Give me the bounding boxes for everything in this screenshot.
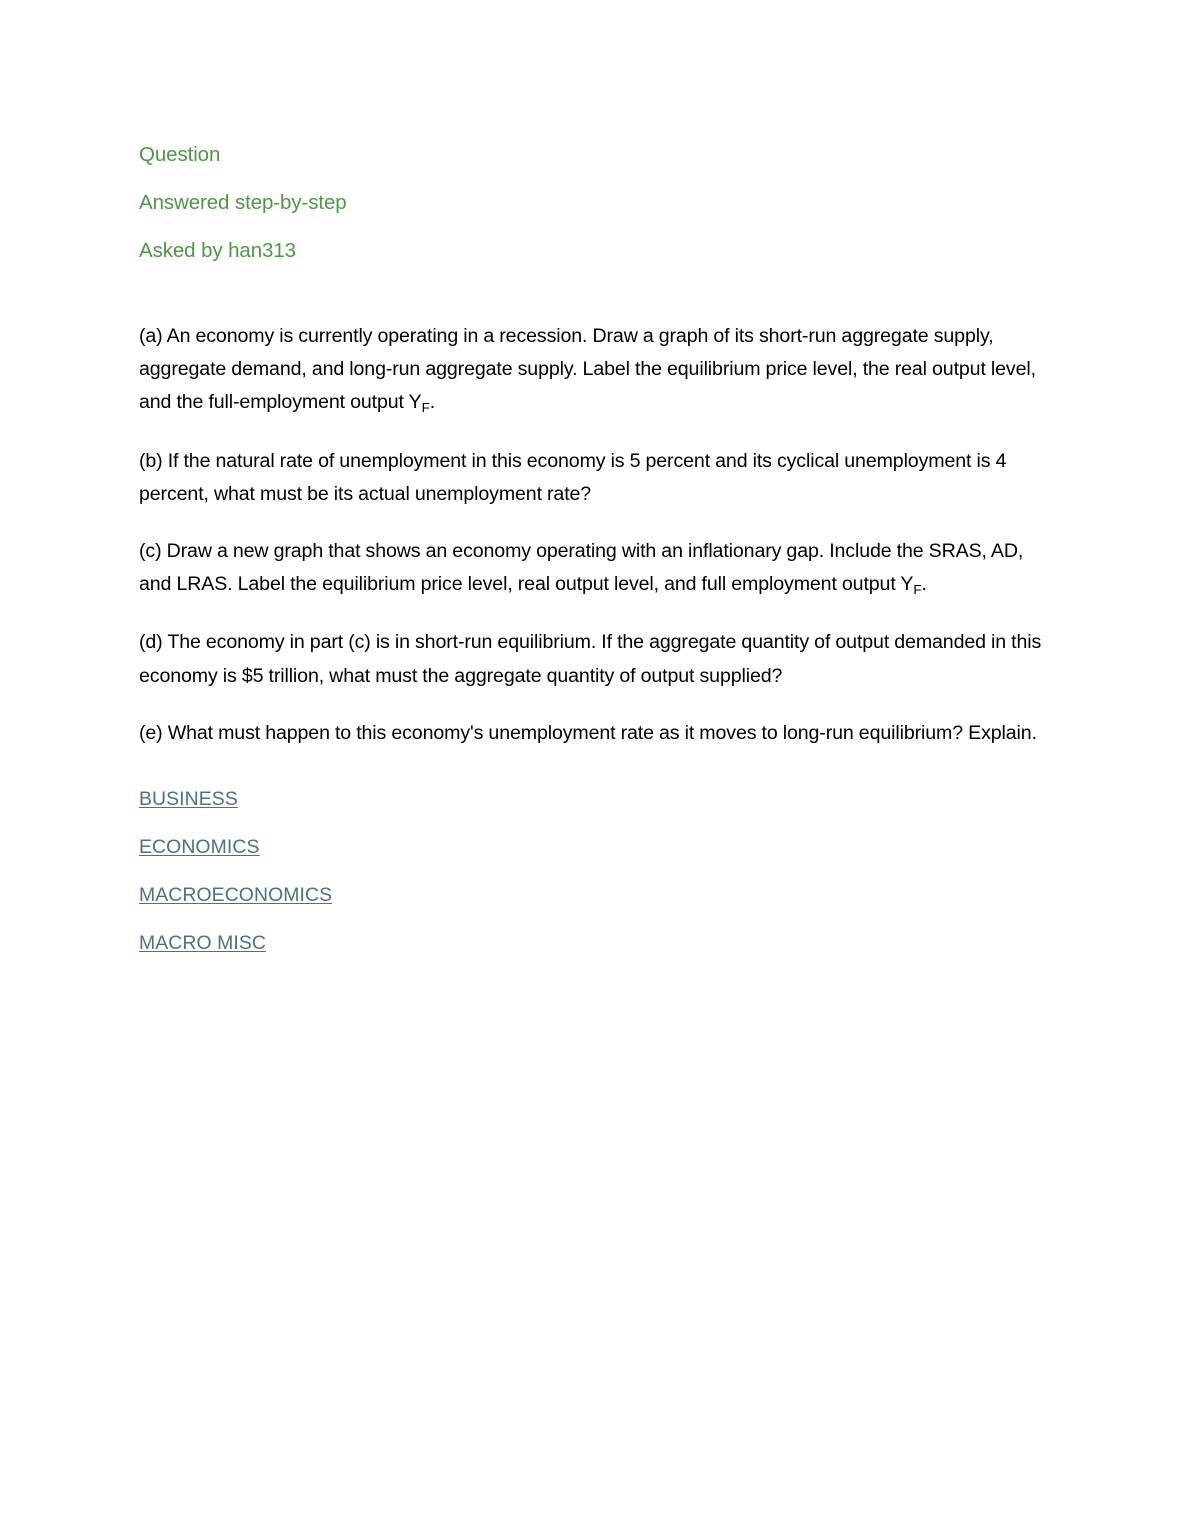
question-part-d	[139, 626, 1049, 692]
question-part-a-text-after: .	[429, 391, 436, 414]
tag-link-macroeconomics[interactable]: MACROECONOMICS	[139, 884, 333, 907]
question-part-e-text: (e) What must happen to this economy's unemployment rate as it moves to long-run equilibrium? Explain.	[139, 721, 1037, 744]
question-part-b	[139, 445, 1049, 511]
tag-list	[139, 774, 1049, 957]
question-status-label: Question	[139, 143, 221, 166]
question-part-a	[139, 320, 1049, 421]
question-part-d-text: (d) The economy in part (c) is in short-run equilibrium. If the aggregate quantity of output demanded in this economy is $5 trillion, what must the aggregate quantity of output supplied?	[139, 631, 1042, 687]
question-part-c-text: (c) Draw a new graph that shows an economy operating with an inflationary gap. Include the SRAS, AD, and LRAS. Label the equilibrium price level, real output level, and full employment output Y	[139, 540, 1024, 596]
tag-link-macro-misc[interactable]: MACRO MISC	[139, 932, 267, 955]
content-column	[139, 0, 1049, 957]
question-part-e	[139, 717, 1049, 750]
question-part-c-subscript: F	[913, 581, 922, 597]
question-part-c	[139, 535, 1049, 602]
question-part-c-text-after: .	[921, 573, 927, 596]
asked-by-label: Asked by han313	[139, 239, 296, 262]
question-part-b-text: (b) If the natural rate of unemployment in this economy is 5 percent and its cyclical unemployment is 4 percent, what must be its actual unemployment rate?	[139, 449, 1007, 505]
list-item	[139, 881, 1049, 909]
list-item	[139, 785, 1049, 813]
list-item	[139, 929, 1049, 957]
question-part-a-text: (a) An economy is currently operating in a recession. Draw a graph of its short-run aggregate supply, aggregate demand, and long-run aggregate supply. Label the equilibrium price level, the real output level, and the full-employment output Y	[139, 325, 1036, 414]
tag-link-economics[interactable]: ECONOMICS	[139, 836, 260, 859]
tag-link-business[interactable]: BUSINESS	[139, 788, 238, 811]
question-part-a-subscript: F	[421, 400, 430, 416]
list-item	[139, 833, 1049, 861]
question-meta-block	[139, 0, 1049, 265]
answer-state-label: Answered step-by-step	[139, 191, 347, 214]
question-body	[139, 265, 1049, 750]
